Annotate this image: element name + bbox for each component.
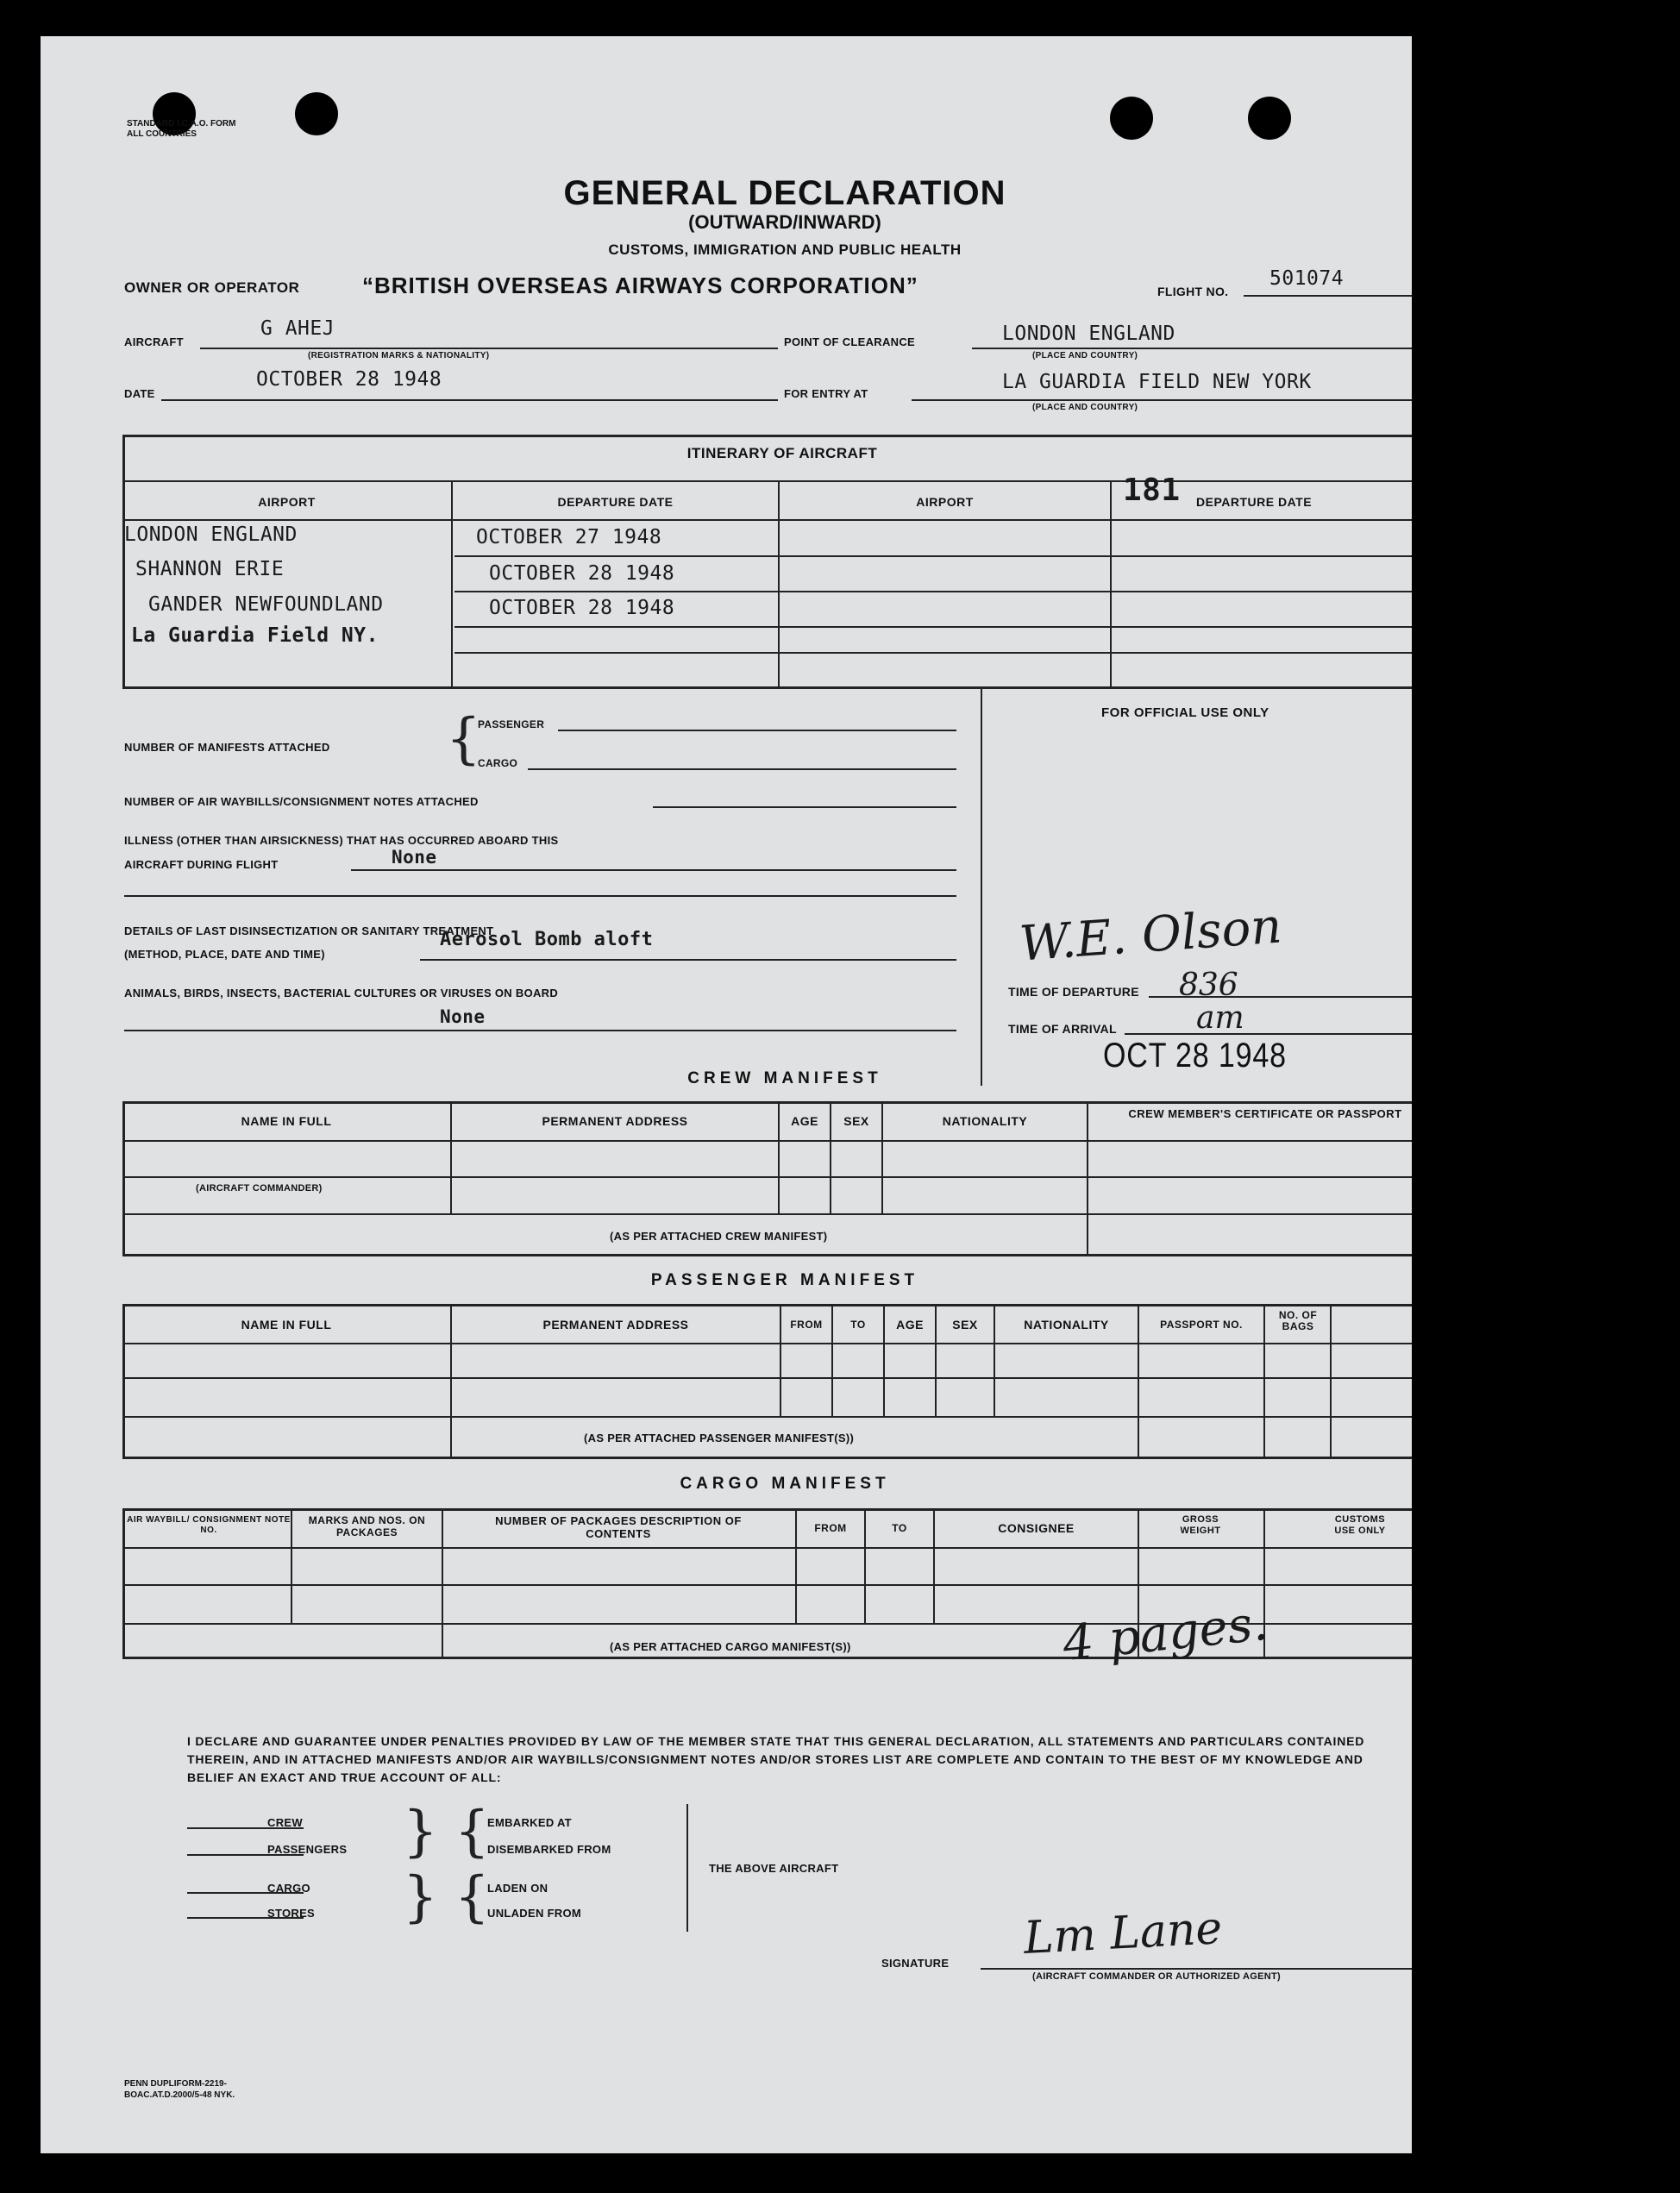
clearance-label: POINT OF CLEARANCE bbox=[784, 335, 916, 348]
passenger-header-sex: SEX bbox=[952, 1318, 978, 1331]
icao-note: STANDARD I.C.A.O. FORM ALL COUNTRIES bbox=[127, 119, 236, 139]
passenger-header-passport: PASSPORT NO. bbox=[1160, 1319, 1243, 1331]
animals-label: ANIMALS, BIRDS, INSECTS, BACTERIAL CULTURES OR VIRUSES ON BOARD bbox=[124, 987, 559, 999]
passenger-header-from: FROM bbox=[790, 1319, 823, 1331]
entry-value: LA GUARDIA FIELD NEW YORK bbox=[1002, 371, 1312, 393]
cargo-header-marks: MARKS AND NOS. ON PACKAGES bbox=[308, 1514, 426, 1538]
animals-value: None bbox=[440, 1006, 486, 1027]
waybills-label: NUMBER OF AIR WAYBILLS/CONSIGNMENT NOTES ATTACHED bbox=[124, 795, 479, 808]
punch-hole bbox=[1110, 97, 1153, 140]
manifests-brace: { bbox=[446, 707, 481, 771]
entry-caption: (PLACE AND COUNTRY) bbox=[1032, 403, 1138, 412]
crew-header-sex: SEX bbox=[843, 1114, 869, 1128]
official-use-title: FOR OFFICIAL USE ONLY bbox=[1101, 705, 1269, 720]
disinsect-value: Aerosol Bomb aloft bbox=[440, 929, 654, 950]
crew-header-nationality: NATIONALITY bbox=[942, 1114, 1028, 1128]
aircraft-value: G AHEJ bbox=[260, 317, 335, 340]
date-label: DATE bbox=[124, 387, 155, 400]
decl-embarked: EMBARKED AT bbox=[487, 1816, 572, 1829]
passenger-manifest-title: PASSENGER MANIFEST bbox=[650, 1271, 919, 1289]
illness-value: None bbox=[392, 847, 437, 868]
brace-left-2: { bbox=[454, 1865, 490, 1929]
cargo-handwritten-pages: 4 pages. bbox=[1060, 1595, 1270, 1673]
itinerary-title: ITINERARY OF AIRCRAFT bbox=[686, 445, 878, 461]
itinerary-airport-row-4: La Guardia Field NY. bbox=[131, 624, 379, 647]
cargo-header-customs: CUSTOMS USE ONLY bbox=[1334, 1514, 1386, 1536]
decl-crew: CREW bbox=[267, 1816, 303, 1829]
crew-header-name: NAME IN FULL bbox=[241, 1114, 332, 1128]
cargo-header-to: TO bbox=[892, 1522, 907, 1534]
passenger-header-to: TO bbox=[850, 1319, 866, 1331]
declaration-text: I DECLARE AND GUARANTEE UNDER PENALTIES PROVIDED BY LAW OF THE MEMBER STATE THAT THIS GENERAL DECLARATION, ALL STATEMENTS AND PARTICULARS CONTAINED THEREIN, AND IN ATTACHED MANIFESTS AND/OR AIR WAYBILLS/CONSIGNMENT NOTES AND/OR STORES LIST ARE COMPLETE AND CONTAIN TO THE BEST OF MY KNOWLEDGE AND BELIEF AN EXACT AND TRUE ACCOUNT OF ALL: bbox=[187, 1734, 1365, 1784]
manifest-cargo-label: CARGO bbox=[478, 757, 518, 769]
brace-right-2: { bbox=[403, 1865, 438, 1929]
passenger-header-age: AGE bbox=[896, 1318, 924, 1331]
itinerary-stamp-number: 181 bbox=[1123, 473, 1181, 508]
manifests-label: NUMBER OF MANIFESTS ATTACHED bbox=[124, 741, 330, 754]
cargo-header-consignee: CONSIGNEE bbox=[998, 1521, 1075, 1535]
aircraft-caption: (REGISTRATION MARKS & NATIONALITY) bbox=[308, 351, 490, 360]
itinerary-airport-row-2: SHANNON ERIE bbox=[135, 558, 285, 580]
arrival-date-stamp: OCT 28 1948 bbox=[1103, 1037, 1287, 1075]
itinerary-date-row-1: OCTOBER 27 1948 bbox=[476, 526, 662, 548]
decl-cargo: CARGO bbox=[267, 1882, 310, 1895]
passenger-header-bags: NO. OF BAGS bbox=[1278, 1309, 1318, 1332]
passenger-header-address: PERMANENT ADDRESS bbox=[542, 1318, 689, 1331]
arrival-time-value: am bbox=[1196, 1000, 1244, 1036]
owner-label: OWNER OR OPERATOR bbox=[124, 279, 300, 296]
itinerary-airport-row-1: LONDON ENGLAND bbox=[124, 523, 298, 546]
punch-hole bbox=[295, 92, 338, 135]
owner-value: “BRITISH OVERSEAS AIRWAYS CORPORATION” bbox=[362, 273, 918, 298]
disinsect-label-2: (METHOD, PLACE, DATE AND TIME) bbox=[124, 948, 325, 961]
clearance-caption: (PLACE AND COUNTRY) bbox=[1032, 351, 1138, 360]
itinerary-table bbox=[122, 435, 1412, 689]
cargo-header-from: FROM bbox=[814, 1522, 847, 1534]
crew-header-age: AGE bbox=[791, 1114, 818, 1128]
illness-label-2: AIRCRAFT DURING FLIGHT bbox=[124, 858, 279, 871]
itinerary-header-date-2: DEPARTURE DATE bbox=[1196, 495, 1313, 509]
decl-disembarked: DISEMBARKED FROM bbox=[487, 1843, 611, 1856]
itinerary-header-airport-1: AIRPORT bbox=[258, 495, 316, 509]
itinerary-date-row-2: OCTOBER 28 1948 bbox=[489, 562, 675, 585]
signature-label: SIGNATURE bbox=[881, 1957, 950, 1970]
itinerary-header-airport-2: AIRPORT bbox=[916, 495, 974, 509]
clearance-value: LONDON ENGLAND bbox=[1002, 323, 1175, 345]
crew-manifest-title: CREW MANIFEST bbox=[687, 1069, 882, 1087]
itinerary-date-row-3: OCTOBER 28 1948 bbox=[489, 597, 675, 619]
cargo-header-waybill: AIR WAYBILL/ CONSIGNMENT NOTE NO. bbox=[127, 1515, 291, 1535]
brace-right-1: { bbox=[403, 1800, 438, 1864]
form-footer: PENN DUPLIFORM-2219- BOAC.AT.D.2000/5-48 NYK. bbox=[124, 2079, 235, 2100]
decl-passengers: PASSENGERS bbox=[267, 1843, 348, 1856]
crew-footer: (AS PER ATTACHED CREW MANIFEST) bbox=[610, 1230, 828, 1243]
disinsect-label-1: DETAILS OF LAST DISINSECTIZATION OR SANITARY TREATMENT bbox=[124, 924, 494, 937]
cargo-manifest-title: CARGO MANIFEST bbox=[680, 1475, 890, 1493]
crew-commander-caption: (AIRCRAFT COMMANDER) bbox=[196, 1183, 323, 1194]
departure-time-label: TIME OF DEPARTURE bbox=[1008, 985, 1139, 999]
flight-label: FLIGHT NO. bbox=[1157, 285, 1229, 298]
declaration-form bbox=[41, 36, 1412, 2153]
crew-header-address: PERMANENT ADDRESS bbox=[542, 1114, 688, 1128]
page-title: GENERAL DECLARATION bbox=[563, 174, 1006, 212]
page-subtitle-2: CUSTOMS, IMMIGRATION AND PUBLIC HEALTH bbox=[608, 241, 962, 258]
manifest-passenger-label: PASSENGER bbox=[478, 718, 545, 730]
entry-label: FOR ENTRY AT bbox=[784, 387, 868, 400]
itinerary-header-date-1: DEPARTURE DATE bbox=[557, 495, 674, 509]
illness-label-1: ILLNESS (OTHER THAN AIRSICKNESS) THAT HAS OCCURRED ABOARD THIS bbox=[124, 834, 559, 847]
decl-laden: LADEN ON bbox=[487, 1882, 549, 1895]
departure-time-value: 836 bbox=[1179, 968, 1238, 1003]
page-subtitle: (OUTWARD/INWARD) bbox=[688, 211, 881, 233]
signature-caption: (AIRCRAFT COMMANDER OR AUTHORIZED AGENT) bbox=[1032, 1971, 1281, 1982]
passenger-header-name: NAME IN FULL bbox=[241, 1318, 332, 1331]
aircraft-label: AIRCRAFT bbox=[124, 335, 184, 348]
passenger-header-nationality: NATIONALITY bbox=[1024, 1318, 1109, 1331]
decl-stores: STORES bbox=[267, 1907, 316, 1920]
decl-above-aircraft: THE ABOVE AIRCRAFT bbox=[709, 1862, 839, 1875]
date-value: OCTOBER 28 1948 bbox=[256, 368, 442, 391]
passenger-footer: (AS PER ATTACHED PASSENGER MANIFEST(S)) bbox=[584, 1432, 855, 1444]
brace-left-1: { bbox=[454, 1800, 490, 1864]
cargo-header-weight: GROSS WEIGHT bbox=[1180, 1514, 1221, 1536]
crew-header-certificate: CREW MEMBER'S CERTIFICATE OR PASSPORT bbox=[1128, 1107, 1402, 1120]
cargo-footer: (AS PER ATTACHED CARGO MANIFEST(S)) bbox=[610, 1640, 851, 1653]
itinerary-airport-row-3: GANDER NEWFOUNDLAND bbox=[148, 593, 384, 616]
flight-value: 501074 bbox=[1269, 267, 1345, 290]
cargo-header-packages: NUMBER OF PACKAGES DESCRIPTION OF CONTENTS bbox=[495, 1514, 742, 1540]
commander-signature: Lm Lane bbox=[1022, 1902, 1224, 1964]
decl-unladen: UNLADEN FROM bbox=[487, 1907, 582, 1920]
arrival-time-label: TIME OF ARRIVAL bbox=[1008, 1022, 1117, 1036]
punch-hole bbox=[1248, 97, 1291, 140]
official-signature: W.E. Olson bbox=[1018, 898, 1284, 973]
